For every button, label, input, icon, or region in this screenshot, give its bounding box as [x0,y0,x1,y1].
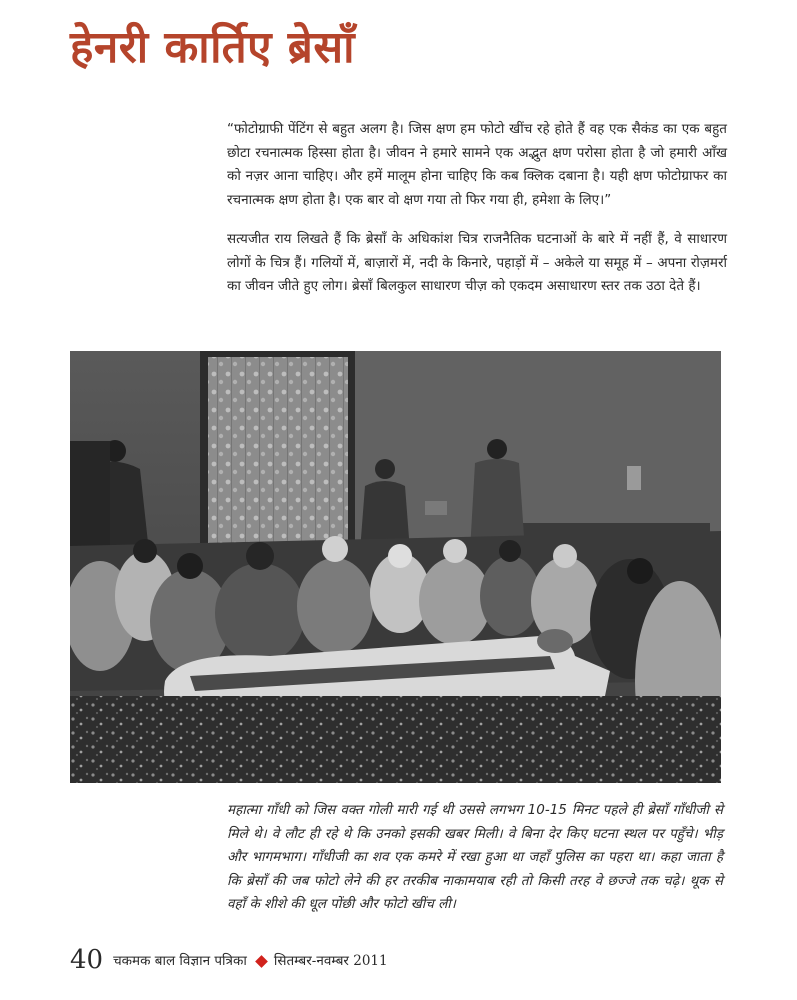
curtain [208,357,348,547]
page-number: 40 [70,945,104,975]
photo-caption: महात्मा गाँधी को जिस वक्त गोली मारी गई थी उससे लगभग 10-15 मिनट पहले ही ब्रेसाँ गाँधीजी से मिले थे। वे लौट ही रहे थे कि उनको इसकी खबर मिली। वे बिना देर किए घटना स्थल पर पहुँचे। भीड़ और भागमभाग। गाँधीजी का शव एक कमरे में रखा हुआ था जहाँ पुलिस का पहरा था। कहा जाता है कि ब्रेसाँ की जब फोटो लेने की हर तरकीब नाकामयाब रही तो किसी तरह वे छज्जे तक चढ़े। थूक से वहाँ के शीशे की धूल पोंछी और फोटो खींच ली। [227,802,723,912]
magazine-name: चकमक बाल विज्ञान पत्रिका [113,953,247,969]
quote-paragraph: “फोटोग्राफी पेंटिंग से बहुत अलग है। जिस क्षण हम फोटो खींच रहे होते हैं वह एक सैकंड का एक बहुत छोटा रचनात्मक हिस्सा होता है। जीवन ने हमारे सामने एक अद्भुत क्षण परोसा होता है जो हमारी आँख को नज़र आना चाहिए। और हमें मालूम होना चाहिए कि कब क्लिक दबाना है। यही क्षण फोटोग्राफर का रचनात्मक क्षण होता है। एक बार वो क्षण गया तो फिर गया ही, हमेशा के लिए।” [227,121,727,208]
right-wall [355,351,721,541]
page-footer [70,938,388,974]
body-paragraph: सत्यजीत राय लिखते हैं कि ब्रेसाँ के अधिकांश चित्र राजनैतिक घटनाओं के बारे में नहीं हैं, वे साधारण लोगों के चित्र हैं। गलियों में, बाज़ारों में, नदी के किनारे, पहाड़ों में – अकेले या समूह में – अपना रोज़मर्रा का जीवन जीते हुए लोग। ब्रेसाँ बिलकुल साधारण चीज़ को एकदम असाधारण स्तर तक उठा देते हैं। [227,231,727,294]
diamond-icon [255,955,268,968]
wall-frame-small [425,501,447,515]
flower-petals [70,696,721,783]
wall-frame [627,466,641,490]
article-title: हेनरी कार्तिए ब्रेसाँ [70,22,356,73]
photograph [70,351,721,783]
issue-date: सितम्बर-नवम्बर 2011 [273,953,388,969]
photograph-illustration [70,351,721,783]
